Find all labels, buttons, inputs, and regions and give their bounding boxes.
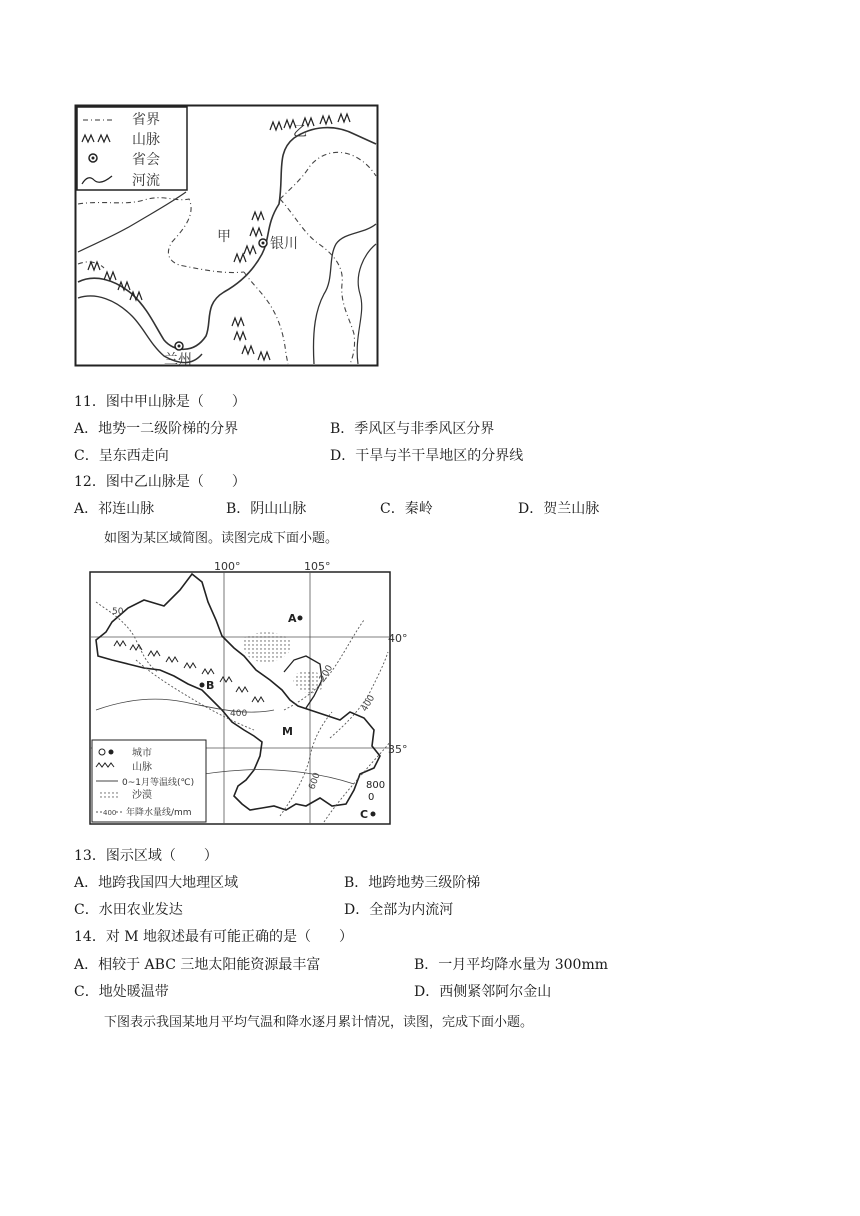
point-a-label: A	[288, 612, 297, 625]
legend-label-mountain: 山脉	[132, 132, 160, 148]
q13-option-c[interactable]: C．水田农业发达	[74, 902, 183, 918]
q12-option-b[interactable]: B．阴山山脉	[226, 501, 307, 517]
label-jia: 甲	[217, 229, 231, 245]
intro-map2: 如图为某区域简图。读图完成下面小题。	[104, 531, 339, 546]
svg-text:400: 400	[103, 809, 117, 817]
legend-label-river: 河流	[132, 173, 160, 189]
q14-option-c[interactable]: C．地处暖温带	[74, 984, 169, 1000]
legend-label-isohyet: 年降水量线/mm	[126, 808, 192, 818]
legend-label-isotherm: 0~1月等温线(℃)	[122, 778, 195, 788]
q11-option-d[interactable]: D．干旱与半干旱地区的分界线	[330, 448, 524, 464]
lon-105: 105°	[304, 560, 331, 573]
q11-option-b[interactable]: B．季风区与非季风区分界	[330, 421, 495, 437]
q13-option-d[interactable]: D．全部为内流河	[344, 902, 454, 918]
q14-option-b[interactable]: B．一月平均降水量为 300mm	[414, 957, 609, 973]
point-b	[200, 683, 205, 688]
q13-stem: 13．图示区域（ ）	[74, 848, 218, 864]
svg-text:0: 0	[368, 792, 375, 803]
map-ningxia-region	[74, 104, 380, 370]
label-lanzhou: 兰州	[164, 352, 192, 368]
lat-35: 35°	[388, 743, 408, 756]
map2-legend	[92, 740, 206, 822]
q14-stem: 14．对 M 地叙述最有可能正确的是（ ）	[74, 929, 354, 945]
point-c	[371, 812, 376, 817]
svg-text:800: 800	[366, 780, 386, 791]
lat-40: 40°	[388, 632, 408, 645]
q12-option-a[interactable]: A．祁连山脉	[74, 501, 155, 517]
legend-label-desert: 沙漠	[132, 790, 152, 801]
point-a	[298, 616, 303, 621]
svg-text:600: 600	[307, 771, 323, 792]
svg-text:400: 400	[359, 693, 378, 714]
q13-option-a[interactable]: A．地跨我国四大地理区域	[74, 875, 239, 891]
q11-option-a[interactable]: A．地势一二级阶梯的分界	[74, 421, 239, 437]
q12-option-d[interactable]: D．贺兰山脉	[518, 501, 600, 517]
svg-text:50: 50	[112, 607, 124, 617]
label-yi: 乙	[293, 124, 307, 140]
q13-option-b[interactable]: B．地跨地势三级阶梯	[344, 875, 481, 891]
lon-100: 100°	[214, 560, 241, 573]
point-b-label: B	[206, 679, 215, 692]
point-c-label: C	[360, 808, 369, 821]
q11-stem: 11．图中甲山脉是（ ）	[74, 394, 246, 410]
map-northwest-region	[84, 560, 410, 828]
legend-label-city: 城市	[132, 748, 152, 759]
legend-label-capital: 省会	[132, 152, 160, 168]
legend-label-province-border: 省界	[132, 112, 160, 128]
svg-text:400: 400	[230, 709, 248, 719]
intro-chart3: 下图表示我国某地月平均气温和降水逐月累计情况，读图，完成下面小题。	[104, 1015, 534, 1030]
q11-option-c[interactable]: C．呈东西走向	[74, 448, 169, 464]
q12-option-c[interactable]: C．秦岭	[380, 501, 433, 517]
svg-text:200: 200	[317, 663, 336, 684]
map1-legend	[77, 107, 187, 190]
q14-option-d[interactable]: D．西侧紧邻阿尔金山	[414, 984, 552, 1000]
q12-stem: 12．图中乙山脉是（ ）	[74, 474, 246, 490]
point-m-label: M	[282, 725, 293, 738]
legend-label-mountain: 山脉	[132, 762, 152, 773]
label-yinchuan: 银川	[270, 236, 298, 252]
q14-option-a[interactable]: A．相较于 ABC 三地太阳能资源最丰富	[74, 957, 321, 973]
